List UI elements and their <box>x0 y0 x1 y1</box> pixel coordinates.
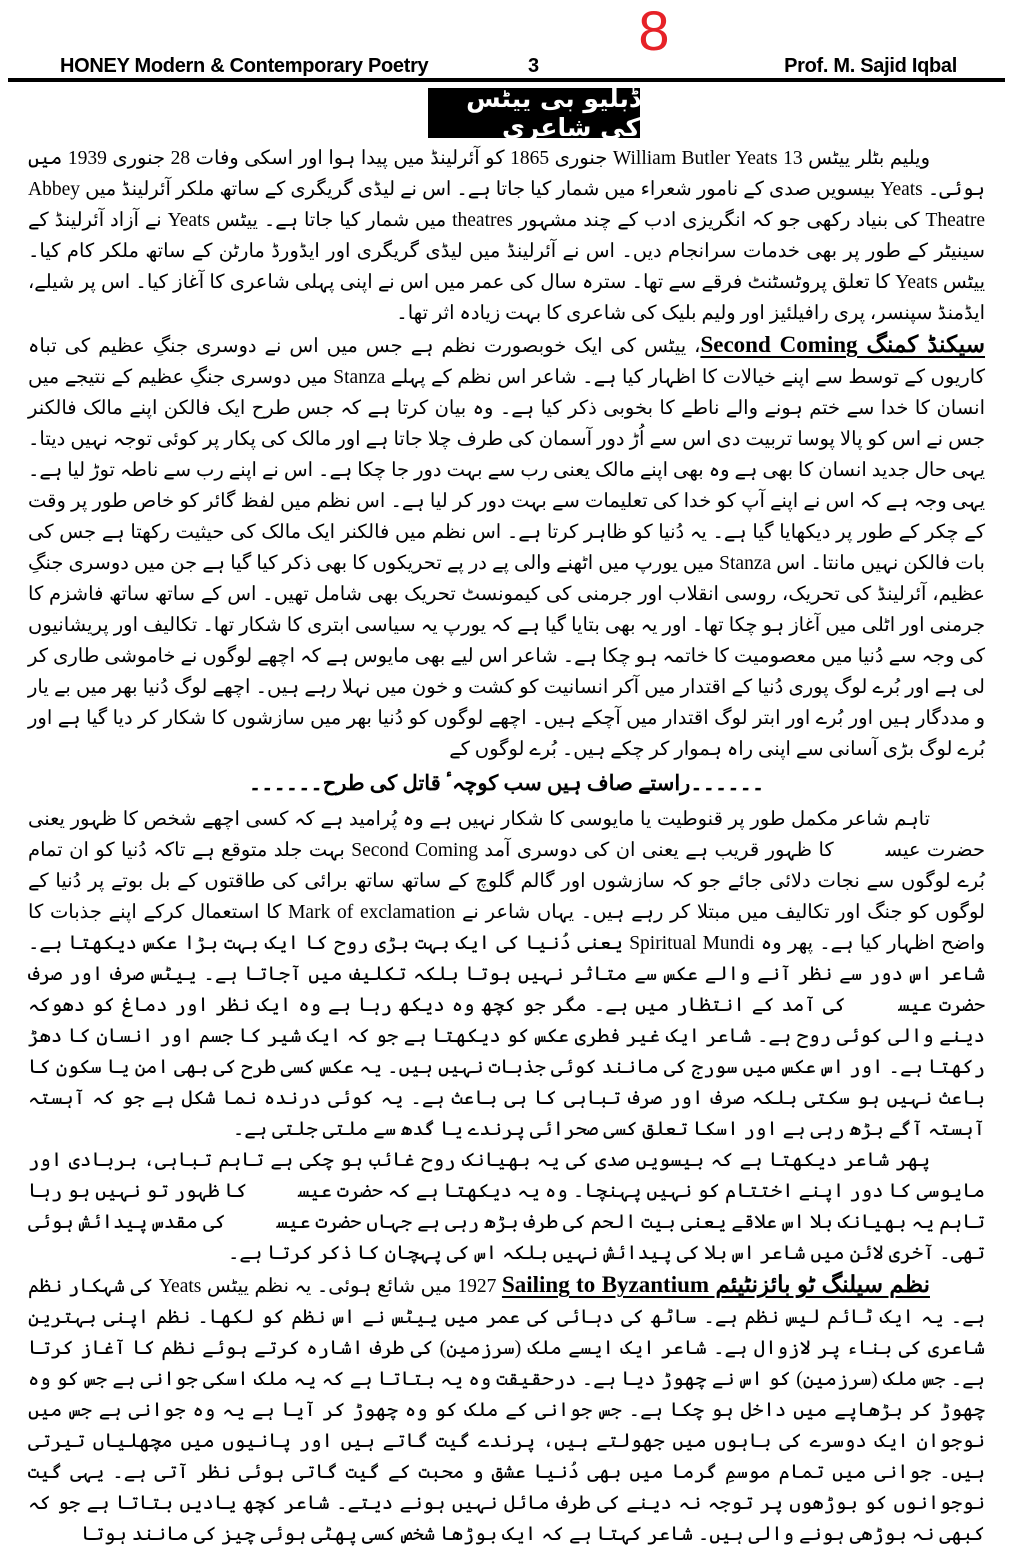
page-number: 3 <box>528 55 540 77</box>
paragraph <box>28 804 985 1145</box>
book-title: HONEY Modern & Contemporary Poetry <box>60 55 429 77</box>
paragraph <box>28 329 985 765</box>
section-heading: سیکنڈ کمنگ Second Coming <box>700 332 986 357</box>
text-run: تاہم شاعر مکمل طور پر قنوطیت یا مایوسی کا شکار نہیں ہے وہ پُرامید ہے کہ کسی اچھے شخص کا ظہور یعنی حضرت عیسیٰؑ کا ظہور قریب ہے یعنی ان کی دوسری آمد Second Coming بہت جلد متوقع ہے تاکہ دُنیا کو ان تمام بُرے لوگوں سے نجات دلائی جائے جو کہ سازشوں اور گالم گلوچ کے ساتھ ساتھ برائی کی طاقتوں کے بل بوتے پر دُنیا کے لوگوں کو جنگ اور تکالیف میں مبتلا کر رہے ہیں۔ یہاں شاعر نے Mark of exclamation کا استعمال کرکے اپنے جذبات کا واضح اظہار کیا ہے۔ پھر وہ Spiritual Mundi یعنی دُنیا کی ایک بہت بڑی روح کا ایک بہت بڑا عکس دیکھتا ہے۔ شاعر اس دور سے نظر آنے والے عکس سے متاثر نہیں ہوتا بلکہ تکلیف میں آجاتا ہے۔ ییٹس صرف اور صرف حضرت عیسیٰؑ کی آمد کے انتظار میں ہے۔ مگر جو کچھ وہ دیکھ رہا ہے وہ ایک نظر اور دماغ کو دھوکہ دینے والی کوئی روح ہے۔ شاعر ایک غیر فطری عکس کو دیکھتا ہے جو کہ ایک شیر کا جسم اور انسان کا دھڑ رکھتا ہے۔ اور اس عکس میں سورج کی مانند کوئی جذبات نہیں ہیں۔ یہ عکس کسی طرح کی بھی امن یا سکون کا باعث نہیں ہو سکتی بلکہ صرف اور صرف تباہی کا ہی باعث ہے۔ یہ کوئی درندہ نما شکل ہے جو کہ آہستہ آہستہ آگے بڑھ رہی ہے اور اسکا تعلق کسی صحرائی پرندے یا گدھ سے ملتی جلتی ہے۔ <box>28 809 986 1140</box>
text-run: ویلیم بٹلر ییٹس William Butler Yeats 13 جنوری 1865 کو آئرلینڈ میں پیدا ہوا اور اسکی وفات 28 جنوری 1939 میں ہوئی۔ Yeats بیسویں صدی کے نامور شعراء میں شمار کیا جاتا ہے۔ اس نے لیڈی گریگری کے ساتھ ملکر آئرلینڈ میں Abbey Theatre کی بنیاد رکھی جو کہ انگریزی ادب کے چند مشہور theatres میں شمار کیا جاتا ہے۔ ییٹس Yeats نے آزاد آئرلینڈ کے سینیٹر کے طور پر بھی خدمات سرانجام دیں۔ اس نے آئرلینڈ میں لیڈی گریگری اور ایڈورڈ مارٹن کے ساتھ ملکر کام کیا۔ ییٹس Yeats کا تعلق پروٹسٹنٹ فرقے سے تھا۔ سترہ سال کی عمر میں اس نے اپنی پہلی شاعری کا آغاز کیا۔ اس پر شیلے، ایڈمنڈ سپنسر، پری رافیلئیز اور ولیم بلیک کی شاعری کا بہت زیادہ اثر تھا۔ <box>28 148 985 324</box>
text-run: 1927 میں شائع ہوئی۔ یہ نظم ییٹس Yeats کی شہکار نظم ہے۔ یہ ایک ٹائم لیس نظم ہے۔ ساٹھ کی دہائی کی عمر میں ییٹس نے اس نظم کو لکھا۔ نظم اپنی بہترین شاعری کی بناء پر لازوال ہے۔ شاعر ایک ایسے ملک (سرزمین) کی طرف اشارہ کرتے ہوئے نظم کا آغاز کرتا ہے۔ جس ملک (سرزمین) کو اس نے چھوڑ دیا ہے۔ درحقیقت وہ یہ بتاتا ہے کہ یہ ملک اسکی جوانی ہے جس کو وہ چھوڑ کر بڑھاپے میں داخل ہو چکا ہے۔ جس جوانی کے ملک کو وہ چھوڑ کر آیا ہے یہ وہ جوانی ہے جس میں نوجوان ایک دوسرے کی باہوں میں جھولتے ہیں، پرندے گیت گاتے ہیں اور پانیوں میں مچھلیاں تیرتی ہیں۔ جوانی میں تمام موسمِ گرما میں بھی دُنیا عشق و محبت کے گیت گاتی ہوئی نظر آتی ہے۔ یہی گیت نوجوانوں کو بوڑھوں پر توجہ نہ دینے کی طرف مائل نہیں ہونے دیتے۔ شاعر کچھ یادیں بتاتا ہے جو کہ کبھی نہ بوڑھی ہونے والی ہیں۔ شاعر کہتا ہے کہ ایک بوڑھا شخص کسی پھٹی ہوئی چیز کی مانند ہوتا <box>28 1276 985 1545</box>
corner-page-number: 8 <box>638 0 670 62</box>
chapter-title: ڈبلیو بی ییٹس کی شاعری <box>466 84 640 142</box>
text-run: ۔۔۔۔۔۔راستے صاف ہیں سب کوچہٴ قاتل کی طرح۔۔۔۔۔۔ <box>248 771 765 795</box>
author-name: Prof. M. Sajid Iqbal <box>784 55 957 77</box>
section-heading: نظم سیلنگ ٹو بائزنٹیئم Sailing to Byzantium <box>501 1272 930 1297</box>
verse-line <box>28 768 985 799</box>
paragraph <box>28 1269 985 1550</box>
paragraph <box>28 1145 985 1269</box>
document-body <box>28 143 985 1550</box>
header-divider <box>8 78 1005 82</box>
chapter-title-banner <box>428 84 640 142</box>
page-header <box>0 48 1013 78</box>
paragraph <box>28 143 985 329</box>
text-run: پھر شاعر دیکھتا ہے کہ بیسویں صدی کی یہ بھیانک روح غائب ہو چکی ہے تاہم تباہی، بربادی اور مایوسی کا دور اپنے اختتام کو نہیں پہنچا۔ وہ یہ دیکھتا ہے کہ حضرت عیسیٰؑ کا ظہور تو نہیں ہو رہا تاہم یہ بھیانک بلا اس علاقے یعنی بیت الحم کی طرف بڑھ رہی ہے جہاں حضرت عیسیٰؑ کی مقدس پیدائش ہوئی تھی۔ آخری لائن میں شاعر اس بلا کی پیدائش نہیں بلکہ اس کی پہچان کا ذکر کرتا ہے۔ <box>28 1150 985 1264</box>
text-run: ، ییٹس کی ایک خوبصورت نظم ہے جس میں اس نے دوسری جنگِ عظیم کی تباہ کاریوں کے توسط سے اپنے خیالات کا اظہار کیا ہے۔ شاعر اس نظم کے پہلے Stanza میں دوسری جنگِ عظیم کے نتیجے میں انسان کا خدا سے ختم ہونے والے ناطے کا بخوبی ذکر کیا ہے۔ وہ بیان کرتا ہے کہ جس طرح ایک فالکن اپنے مالک فالکنر جس نے اس کو پالا پوسا تربیت دی اس سے اُڑ دور آسمان کی طرف چلا جاتا ہے اور مالک کی پکار پر کوئی توجہ نہیں دیتا۔ یہی حال جدید انسان کا بھی ہے وہ بھی اپنے مالک یعنی رب سے بہت دور جا چکا ہے۔ اس نے اپنے رب سے ناطہ توڑ لیا ہے۔ یہی وجہ ہے کہ اس نے اپنے آپ کو خدا کی تعلیمات سے بہت دور کر لیا ہے۔ اس نظم میں لفظ گائر کو خاص طور پر وقت کے چکر کے طور پر دیکھایا گیا ہے۔ یہ دُنیا کو ظاہر کرتا ہے۔ اس نظم میں فالکنر ایک مالک کی حیثیت رکھتا ہے جس کی بات فالکن نہیں مانتا۔ اس Stanza میں یورپ میں اٹھنے والی پے در پے تحریکوں کا بھی ذکر کیا گیا ہے جن میں دوسری جنگِ عظیم، آئرلینڈ کی تحریک، روسی انقلاب اور جرمنی کی کیمونسٹ تحریک بھی شامل تھیں۔ اس کے ساتھ ساتھ فاشزم کا جرمنی اور اٹلی میں آغاز ہو چکا تھا۔ اور یہ بھی بتایا گیا ہے کہ یورپ یہ سیاسی ابتری کا شکار تھا۔ تکالیف اور پریشانیوں کی وجہ سے دُنیا میں معصومیت کا خاتمہ ہو چکا ہے۔ شاعر اس لیے بھی مایوس ہے کہ اچھے لوگوں نے خاموشی طاری کر لی ہے اور بُرے لوگ پوری دُنیا کے اقتدار میں آکر انسانیت کو کشت و خون میں نہلا رہے ہیں۔ اچھے لوگ دُنیا بھر میں بے یار و مددگار ہیں اور بُرے اور ابتر لوگ اقتدار میں آچکے ہیں۔ اچھے لوگوں کو دُنیا بھر میں سازشوں کا شکار کر دیا گیا ہے اور بُرے لوگ بڑی آسانی سے اپنی راہ ہموار کر چکے ہیں۔ بُرے لوگوں کے <box>28 336 985 760</box>
